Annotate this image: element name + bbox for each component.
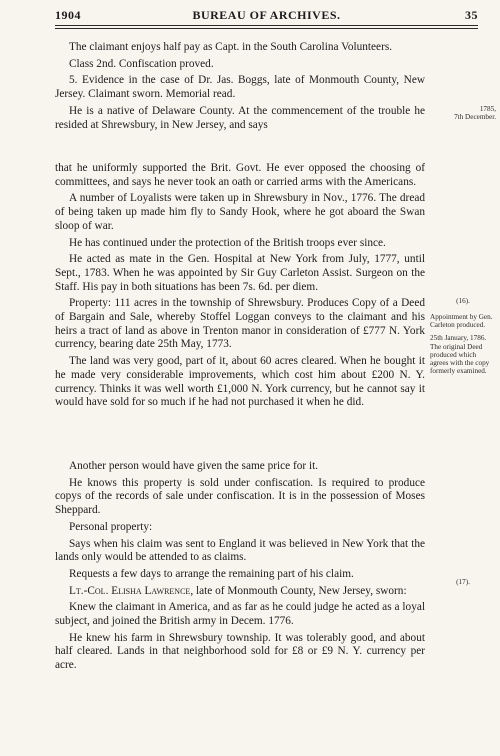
paragraph: Requests a few days to arrange the remaining part of his claim. bbox=[69, 567, 354, 580]
paragraph: He acted as mate in the Gen. Hospital at New York from July, 1777, until Sept., 1783. When he was appointed by Sir Guy Carleton Assist. Surgeon on the Staff. His pay in both situations has been 7s. 6d. per diem. bbox=[55, 253, 425, 293]
text-block-top bbox=[55, 41, 425, 135]
margin-note-appointment: Appointment by Gen. Carleton produced. bbox=[430, 313, 493, 330]
paragraph: He knows this property is sold under confiscation. Is required to produce copys of the records of sale under confiscation. It is in the possession of Moses Sheppard. bbox=[55, 476, 425, 517]
margin-date-day: 7th December. bbox=[454, 113, 496, 122]
margin-claim-number: (17). bbox=[456, 578, 470, 586]
paragraph: Personal property: bbox=[69, 520, 153, 533]
paragraph: Another person would have given the same price for it. bbox=[69, 460, 319, 472]
header-rule-second bbox=[55, 28, 478, 29]
paragraph: The land was very good, part of it, about 60 acres cleared. When he bought it he made very considerable improvements, which cost him about £200 N. Y. currency. Thinks it was well worth £1,000 N. York currency, but he cannot say it would have sold for so much if he had not purchased it when he did. bbox=[55, 355, 425, 409]
paragraph: Property: 111 acres in the township of Shrewsbury. Produces Copy of a Deed of Bargain and Sale, whereby Stoffel Loggan conveys to the claimant and his heirs a tract of land as above in Trenton manor in consideration of £777 N. York currency, bearing date 25th May, 1773. bbox=[55, 297, 425, 351]
header-title: BUREAU OF ARCHIVES. bbox=[192, 8, 341, 22]
witness-name: Lt.-Col. Elisha Lawrence bbox=[69, 584, 191, 597]
margin-note-deed: The original Deed produced which agrees with the copy formerly examined. bbox=[430, 342, 490, 376]
margin-note-date: 25th January, 1786. bbox=[430, 334, 487, 343]
paragraph: He is a native of Delaware County. At the commencement of the trouble he resided at Shrewsbury, in New Jersey, and says bbox=[55, 104, 425, 131]
margin-note-stack bbox=[430, 313, 496, 375]
paragraph: Says when his claim was sent to England it was believed in New York that the lands only would be attended to as claims. bbox=[55, 537, 425, 564]
paragraph bbox=[55, 585, 425, 599]
margin-date-note bbox=[430, 105, 496, 121]
page-number: 35 bbox=[465, 8, 478, 22]
header-year: 1904 bbox=[55, 8, 81, 22]
paragraph: He has continued under the protection of the British troops ever since. bbox=[69, 236, 386, 249]
text-block-middle bbox=[55, 162, 425, 413]
paragraph: Knew the claimant in America, and as far as he could judge he acted as a loyal subject, and joined the British army in Decem. 1776. bbox=[55, 601, 425, 628]
running-header bbox=[55, 8, 478, 24]
header-rule bbox=[55, 25, 478, 26]
paragraph: He knew his farm in Shrewsbury township. It was tolerably good, and about half cleared. Lands in that neighborhood sold for £8 or £9 N. Y. currency per acre. bbox=[55, 631, 425, 672]
paragraph: A number of Loyalists were taken up in Shrewsbury in Nov., 1776. The dread of being taken up made him fly to Sandy Hook, where he got aboard the Swan sloop of war. bbox=[55, 192, 425, 232]
paragraph: The claimant enjoys half pay as Capt. in the South Carolina Volunteers. bbox=[69, 41, 393, 53]
paragraph: 5. Evidence in the case of Dr. Jas. Boggs, late of Monmouth County, New Jersey. Claimant sworn. Memorial read. bbox=[55, 74, 425, 101]
paragraph: that he uniformly supported the Brit. Govt. He ever opposed the choosing of committees, and says he never took an oath or carried arms with the Americans. bbox=[55, 162, 425, 188]
paragraph: Class 2nd. Confiscation proved. bbox=[69, 57, 214, 70]
text-block-bottom bbox=[55, 460, 425, 676]
witness-description: , late of Monmouth County, New Jersey, sworn: bbox=[190, 584, 407, 597]
margin-claim-number: (16). bbox=[456, 297, 470, 305]
margin-date-year: 1785, bbox=[479, 105, 496, 113]
